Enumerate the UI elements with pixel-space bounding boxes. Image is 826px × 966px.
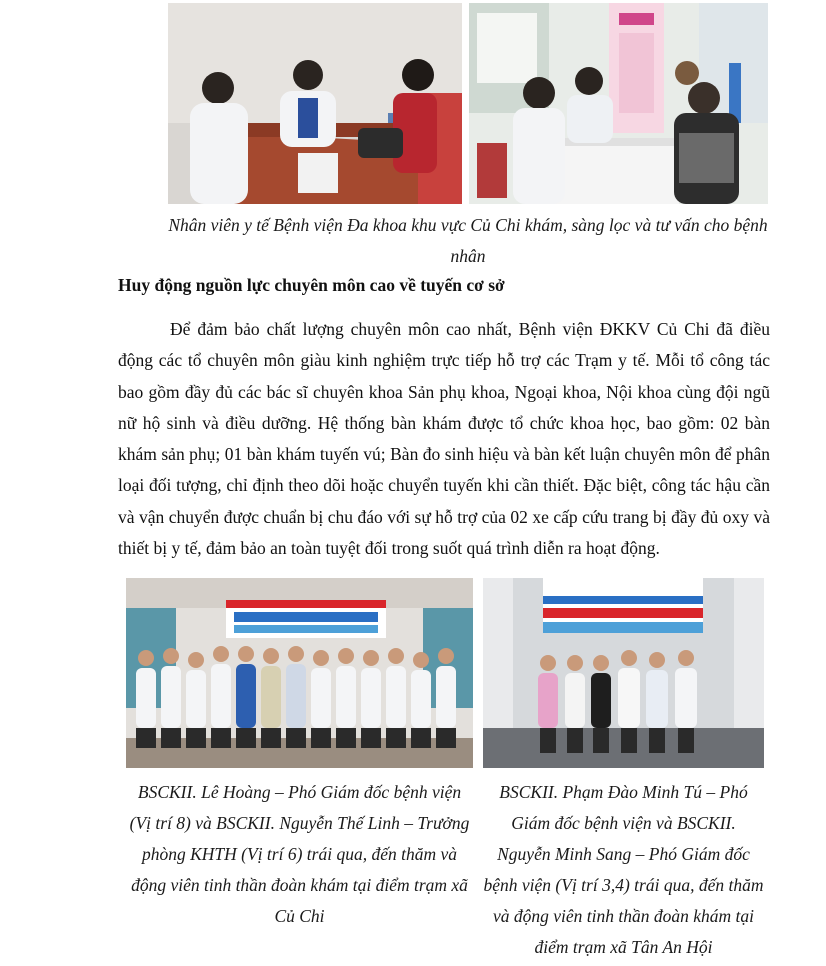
caption-right-photo: BSCKII. Phạm Đào Minh Tú – Phó Giám đốc bệnh viện và BSCKII. Nguyễn Minh Sang – Phó Giám đốc bệnh viện (Vị trí 3,4) trái qua, đến thăm và động viên tinh thần đoàn khám tại điểm trạm xã Tân An Hội	[483, 782, 764, 957]
photo-group-tan-an-hoi	[483, 578, 764, 768]
body-paragraph: Để đảm bảo chất lượng chuyên môn cao nhất, Bệnh viện ĐKKV Củ Chi đã điều động các tổ chuyên môn giàu kinh nghiệm trực tiếp hỗ trợ các Trạm y tế. Mỗi tổ công tác bao gồm đầy đủ các bác sĩ chuyên khoa Sản phụ khoa, Ngoại khoa, Nội khoa cùng đội ngũ nữ hộ sinh và điều dưỡng. Hệ thống bàn khám được tổ chức khoa học, bao gồm: 02 bàn khám sản phụ; 01 bàn khám tuyến vú; Bàn đo sinh hiệu và bàn kết luận chuyên môn để phân loại đối tượng, chỉ định theo dõi hoặc chuyển tuyến khi cần thiết. Đặc biệt, công tác hậu cần và vận chuyển được chuẩn bị chu đáo với sự hỗ trợ của 02 xe cấp cứu trang bị đầy đủ oxy và thiết bị y tế, đảm bảo an toàn tuyệt đối trong suốt quá trình diễn ra hoạt động.	[118, 319, 770, 559]
photo-consultation-right	[469, 3, 768, 204]
top-photo-caption: Nhân viên y tế Bệnh viện Đa khoa khu vực Củ Chi khám, sàng lọc và tư vấn cho bệnh nhân	[168, 215, 768, 266]
section-heading: Huy động nguồn lực chuyên môn cao về tuyến cơ sở	[118, 275, 505, 295]
photo-consultation-left	[168, 3, 462, 204]
caption-left-photo: BSCKII. Lê Hoàng – Phó Giám đốc bệnh viện (Vị trí 8) và BSCKII. Nguyễn Thế Linh – Trưởng phòng KHTH (Vị trí 6) trái qua, đến thăm và động viên tinh thần đoàn khám tại điểm trạm xã Củ Chi	[129, 782, 470, 926]
photo-group-cu-chi	[126, 578, 473, 768]
